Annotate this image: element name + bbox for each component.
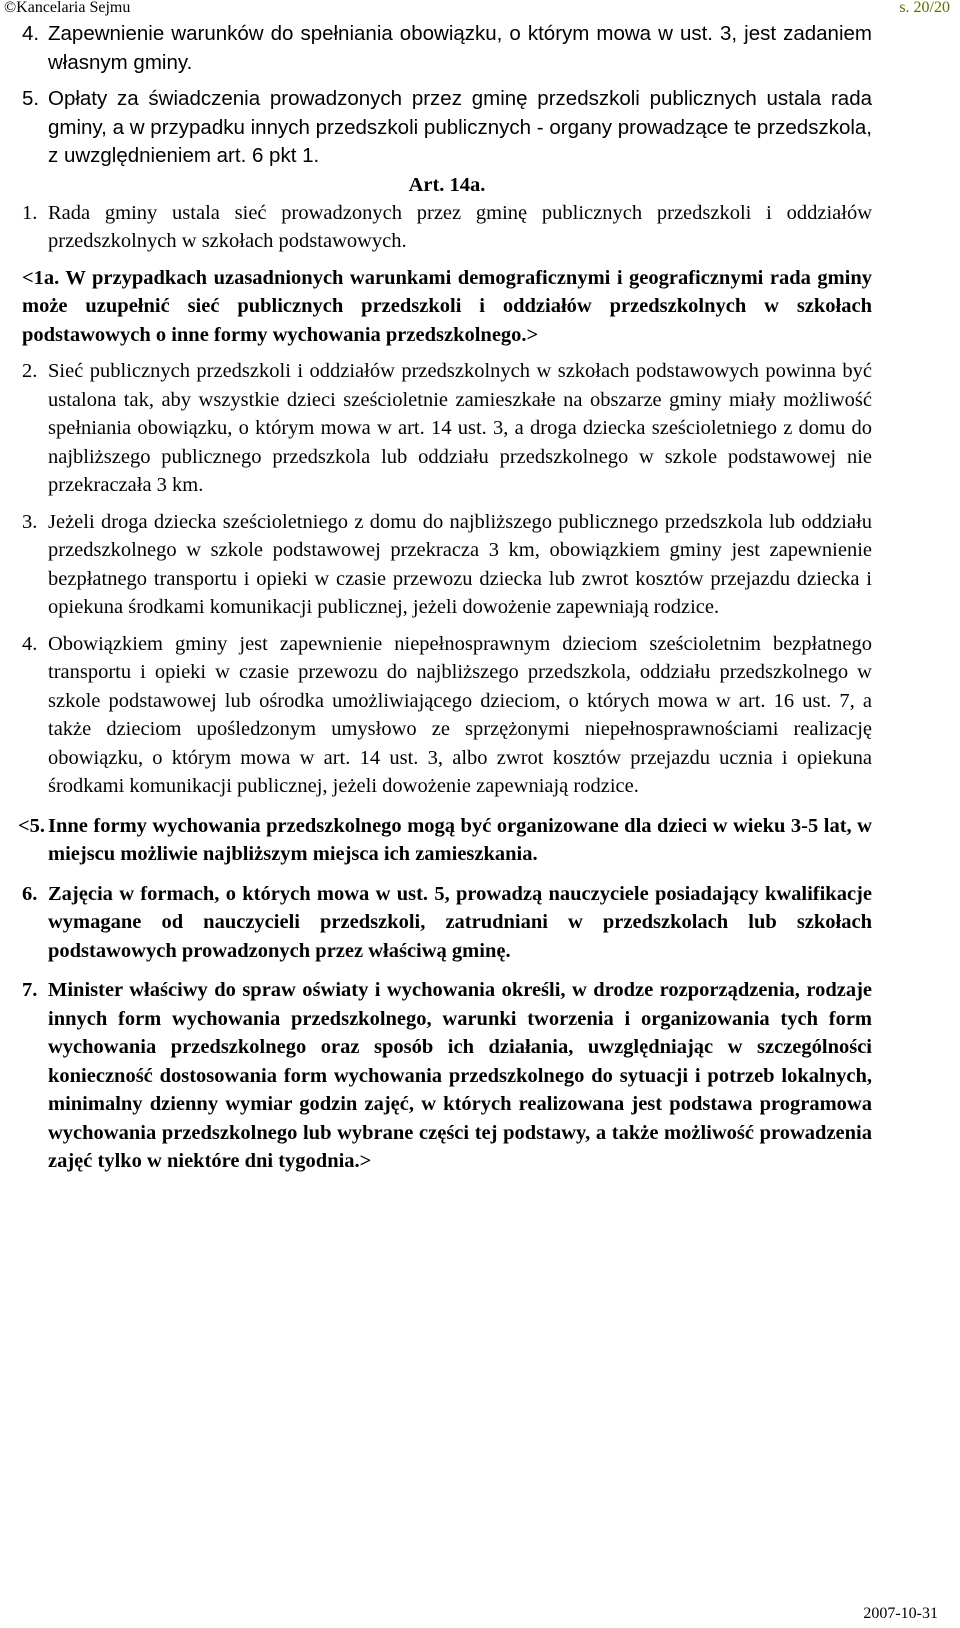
paragraph-number: 2. bbox=[22, 360, 38, 382]
paragraph-4 bbox=[22, 630, 872, 801]
paragraph-2 bbox=[22, 357, 872, 500]
paragraph-text: Zajęcia w formach, o których mowa w ust. 5, prowadzą nauczyciele posiadający kwalifikacje wymagane od nauczycieli przedszkoli, zatrudniani w przedszkolach lub szkołach podstawowych prowadzonych przez właściwą gminę. bbox=[48, 882, 872, 962]
paragraph-number: 4. bbox=[22, 22, 40, 45]
paragraph-text: Opłaty za świadczenia prowadzonych przez gminę przedszkoli publicznych ustala rada gminy, a w przypadku innych przedszkoli publicznych - organy prowadzące te przedszkola, z uwzględnieniem art. 6 pkt 1. bbox=[48, 87, 872, 167]
paragraph-number: 6. bbox=[22, 882, 38, 905]
paragraph-number: 7. bbox=[22, 979, 38, 1001]
paragraph-7 bbox=[22, 976, 872, 1176]
paragraph-number: 1. bbox=[22, 201, 38, 224]
page-number: s. 20/20 bbox=[899, 0, 950, 16]
paragraph-text: Obowiązkiem gminy jest zapewnienie niepełnosprawnym dzieciom sześcioletnim bezpłatnego transportu i opieki w czasie przewozu do najbliższego przedszkola, oddziału przedszkolnego w szkole podstawowej lub ośrodka umożliwiającego dzieciom, o których mowa w art. 16 ust. 7, a także dzieciom upośledzonym umysłowo ze sprzężonymi niepełnosprawnościami realizację obowiązku, o którym mowa w art. 14 ust. 3, albo zwrot kosztów przejazdu ucznia i opiekuna środkami komunikacji publicznej, jeżeli dowożenie zapewniają rodzice. bbox=[48, 632, 872, 797]
paragraph-prev-5 bbox=[22, 85, 872, 171]
paragraph-number: 5. bbox=[22, 87, 40, 110]
paragraph-3 bbox=[22, 508, 872, 622]
paragraph-text: Jeżeli droga dziecka sześcioletniego z domu do najbliższego publicznego przedszkola lub oddziału przedszkolnego w szkole podstawowej przekracza 3 km, obowiązkiem gminy jest zapewnienie bezpłatnego transportu i opieki w czasie przewozu dziecka lub zwrot kosztów przejazdu dziecka i opiekuna środkami komunikacji publicznej, jeżeli dowożenie zapewniają rodzice. bbox=[48, 510, 872, 618]
footer-date: 2007-10-31 bbox=[863, 1605, 938, 1622]
paragraph-text: Zapewnienie warunków do spełniania obowiązku, o którym mowa w ust. 3, jest zadaniem własnym gminy. bbox=[48, 22, 872, 74]
paragraph-number: <5. bbox=[18, 814, 46, 837]
document-body bbox=[18, 20, 872, 1176]
paragraph-1a: <1a. W przypadkach uzasadnionych warunkami demograficznymi i geograficznymi rada gminy może uzupełnić sieć publicznych przedszkoli i oddziałów przedszkolnych w szkołach podstawowych o inne formy wychowania przedszkolnego.> bbox=[22, 266, 872, 346]
paragraph-text: Rada gminy ustala sieć prowadzonych przez gminę publicznych przedszkoli i oddziałów przedszkolnych w szkołach podstawowych. bbox=[48, 201, 872, 252]
paragraph-5 bbox=[18, 812, 872, 869]
paragraph-number: 4. bbox=[22, 632, 38, 655]
article-title: Art. 14a. bbox=[408, 173, 486, 196]
paragraph-text: Inne formy wychowania przedszkolnego mogą być organizowane dla dzieci w wieku 3-5 lat, w miejscu możliwie najbliższym miejsca ich zamieszkania. bbox=[48, 814, 872, 865]
paragraph-text: Sieć publicznych przedszkoli i oddziałów przedszkolnych w szkołach podstawowych powinna być ustalona tak, aby wszystkie dzieci sześcioletnie zamieszkałe na obszarze gminy miały możliwość spełniania obowiązku, o którym mowa w art. 14 ust. 3, a droga dziecka sześcioletniego z domu do najbliższego publicznego przedszkola lub oddziału przedszkolnego w szkole podstawowej nie przekraczała 3 km. bbox=[48, 360, 872, 496]
paragraph-number: 3. bbox=[22, 510, 38, 533]
paragraph-6 bbox=[22, 880, 872, 966]
paragraph-1 bbox=[22, 199, 872, 256]
paragraph-text: Minister właściwy do spraw oświaty i wychowania określi, w drodze rozporządzenia, rodzaje innych form wychowania przedszkolnego, warunki tworzenia i organizowania tych form wychowania przedszkolnego oraz sposób ich działania, uwzględniając w szczególności konieczność dostosowania form wychowania przedszkolnego do sytuacji i potrzeb lokalnych, minimalny dzienny wymiar godzin zajęć, w których realizowana jest podstawa programowa wychowania przedszkolnego lub wybrane części tej podstawy, a także możliwość prowadzenia zajęć tylko w niektóre dni tygodnia.> bbox=[48, 979, 872, 1172]
paragraph-prev-4 bbox=[22, 20, 872, 77]
header-source: ©Kancelaria Sejmu bbox=[4, 0, 131, 16]
